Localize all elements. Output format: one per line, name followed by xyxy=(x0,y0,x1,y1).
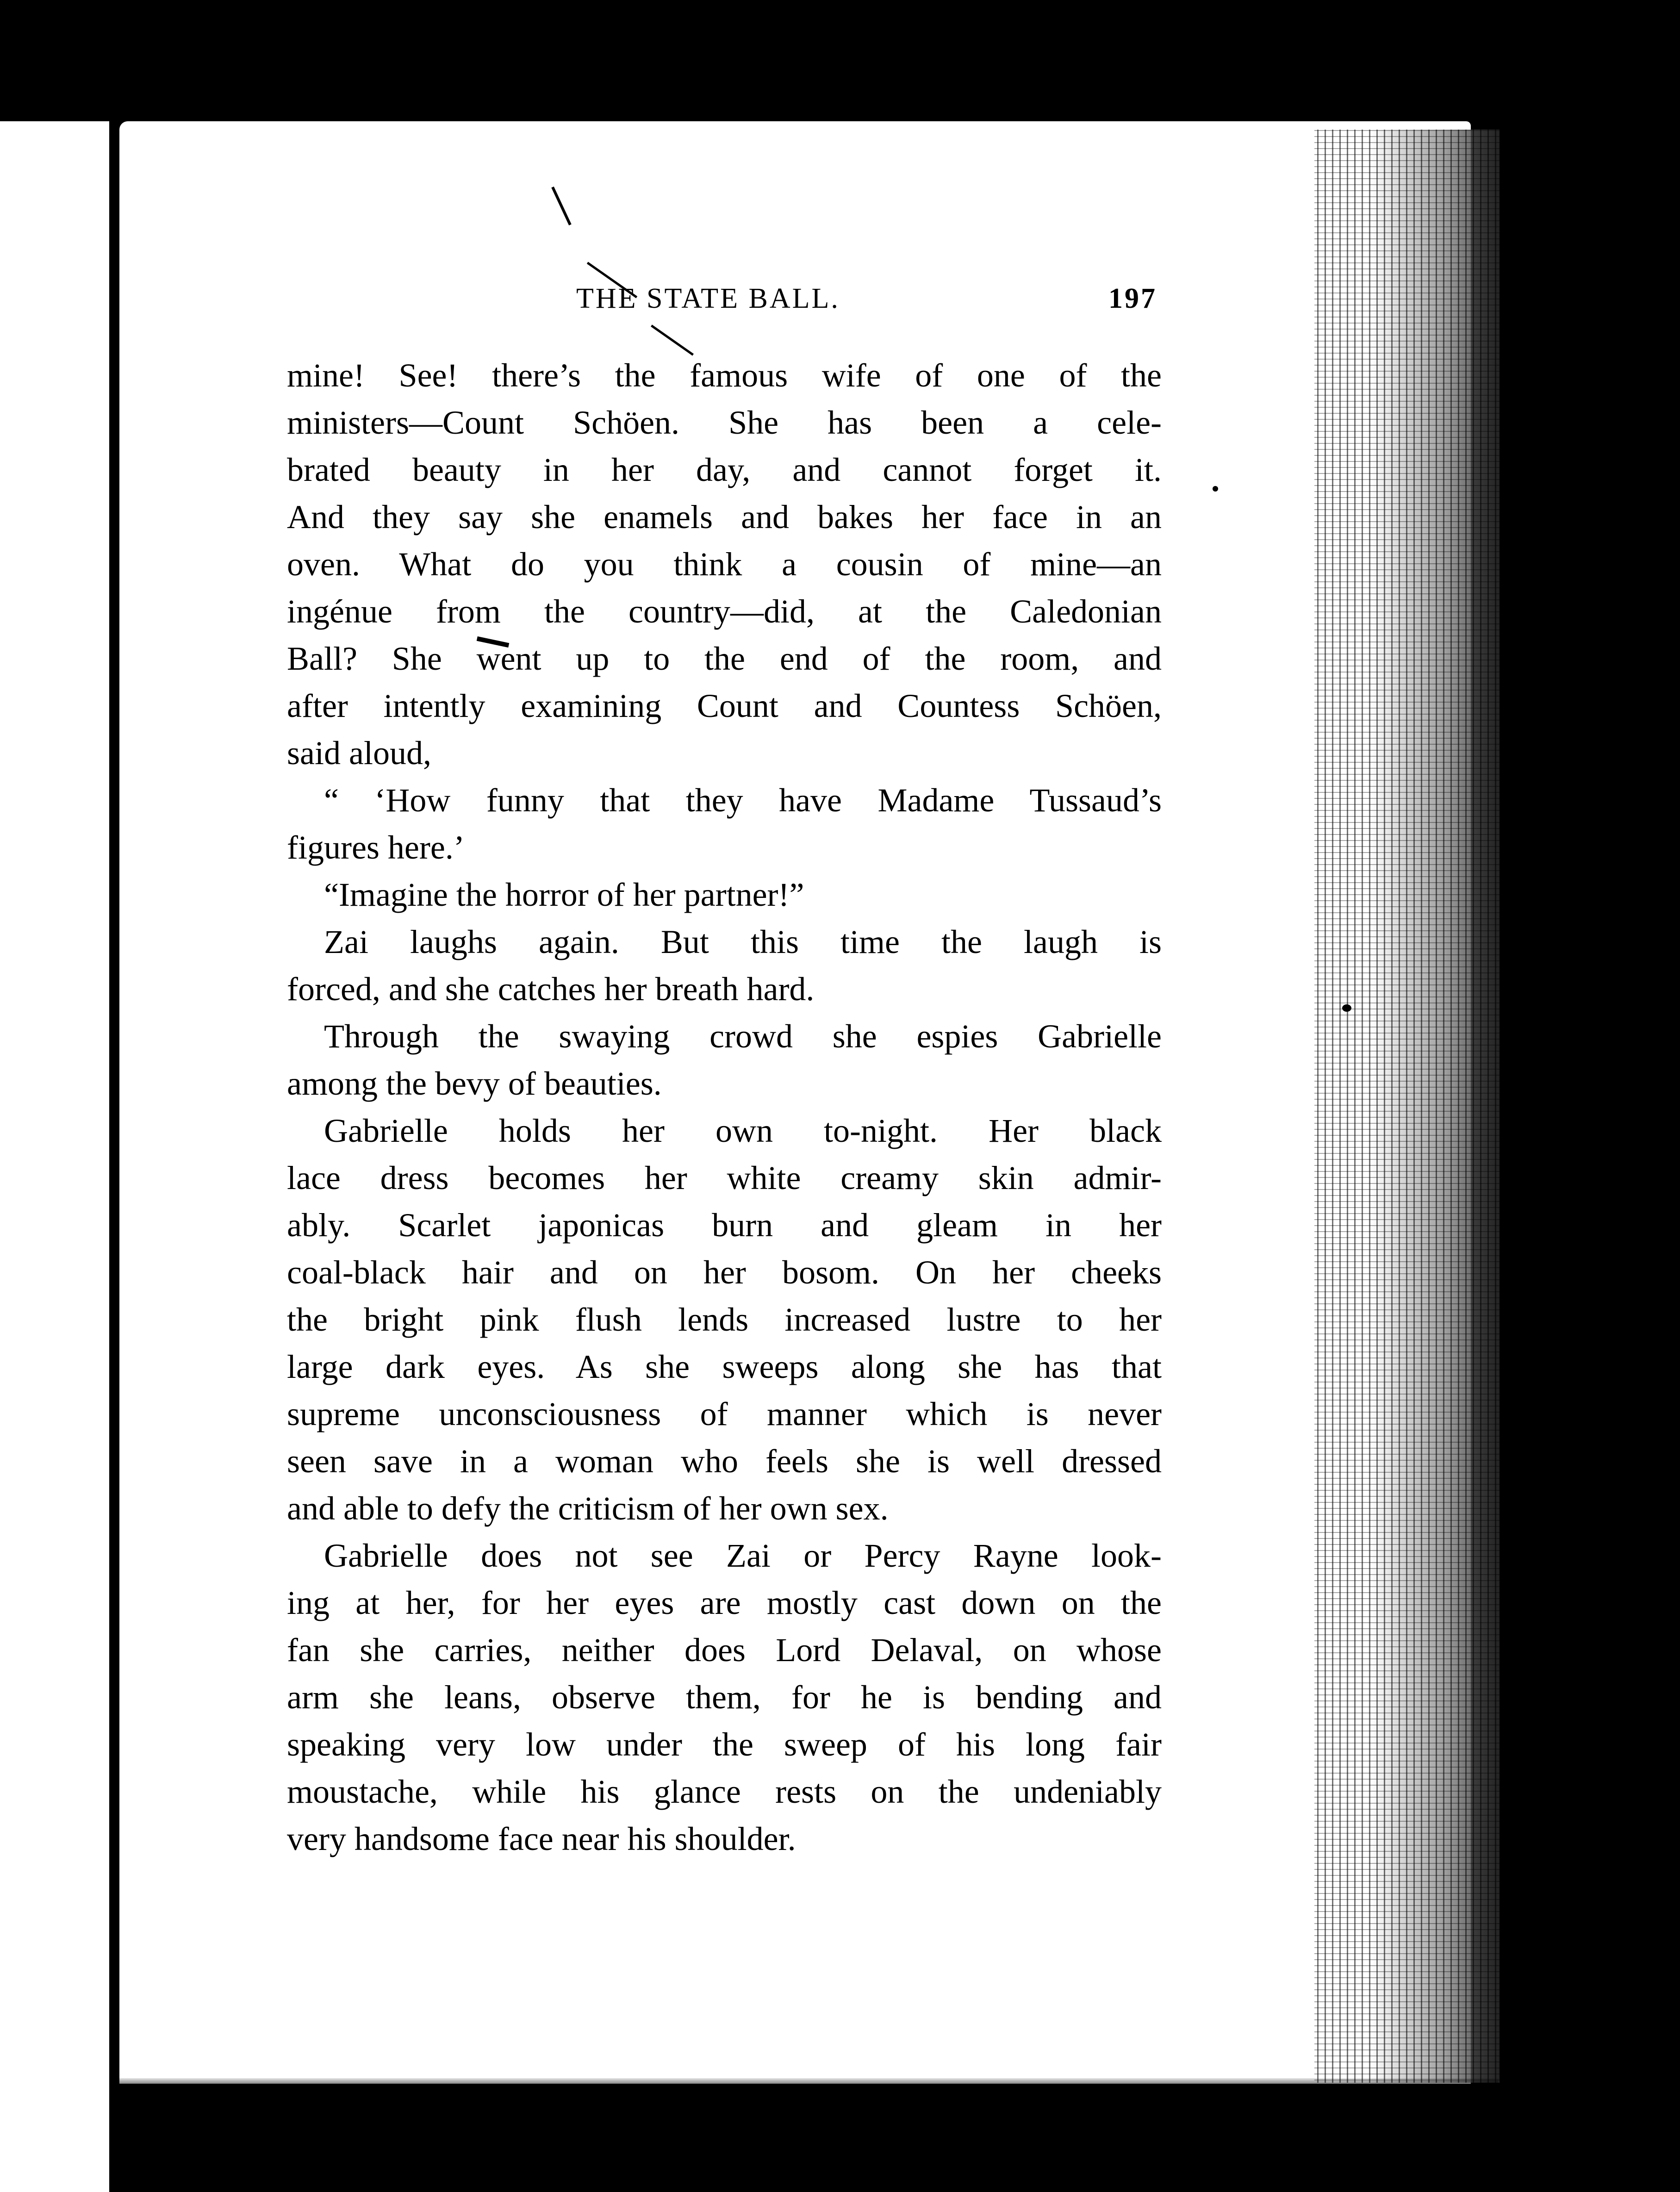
stray-mark xyxy=(1213,486,1218,492)
scan-bottom-edge xyxy=(119,2078,1499,2092)
text-line: arm she leans, observe them, for he is bending and xyxy=(287,1679,1162,1716)
text-line: very handsome face near his shoulder. xyxy=(287,1820,796,1857)
text-line: ably. Scarlet japonicas burn and gleam in her xyxy=(287,1207,1162,1244)
text-line: ingénue from the country—did, at the Caledonian xyxy=(287,593,1162,630)
text-line: and able to defy the criticism of her own sex. xyxy=(287,1490,889,1527)
running-title: THE STATE BALL. xyxy=(576,283,840,314)
text-line: lace dress becomes her white creamy skin admir- xyxy=(287,1159,1162,1196)
text-line: among the bevy of beauties. xyxy=(287,1065,662,1102)
text-line: figures here.’ xyxy=(287,829,465,866)
text-line: coal-black hair and on her bosom. On her cheeks xyxy=(287,1254,1162,1291)
text-line: the bright pink flush lends increased lustre to her xyxy=(287,1301,1162,1338)
scan-left-edge xyxy=(0,121,119,2192)
stray-mark xyxy=(1342,1004,1351,1012)
text-line: fan she carries, neither does Lord Delaval, on whose xyxy=(287,1632,1162,1669)
text-line: moustache, while his glance rests on the undeniably xyxy=(287,1773,1162,1810)
text-line: ministers—Count Schöen. She has been a cele- xyxy=(287,404,1162,441)
page-number: 197 xyxy=(1108,283,1157,314)
body-text xyxy=(287,352,1162,1862)
text-line: Through the swaying crowd she espies Gabrielle xyxy=(324,1018,1162,1055)
text-line: Gabrielle does not see Zai or Percy Rayne look- xyxy=(324,1537,1162,1574)
text-line: Gabrielle holds her own to-night. Her black xyxy=(324,1112,1162,1149)
text-line: after intently examining Count and Countess Schöen, xyxy=(287,687,1162,724)
scan-noise-right-edge xyxy=(1314,130,1500,2083)
text-line: large dark eyes. As she sweeps along she has that xyxy=(287,1348,1162,1385)
text-line: supreme unconsciousness of manner which is never xyxy=(287,1395,1162,1432)
text-line: mine! See! there’s the famous wife of one of the xyxy=(287,357,1162,394)
text-line: speaking very low under the sweep of his long fair xyxy=(287,1726,1162,1763)
text-line: “Imagine the horror of her partner!” xyxy=(324,876,804,913)
text-line: said aloud, xyxy=(287,735,431,772)
text-line: Ball? She went up to the end of the room, and xyxy=(287,640,1162,677)
text-line: forced, and she catches her breath hard. xyxy=(287,971,815,1008)
page-header xyxy=(287,282,1157,324)
text-line: brated beauty in her day, and cannot forget it. xyxy=(287,451,1162,488)
text-line: ing at her, for her eyes are mostly cast down on the xyxy=(287,1584,1162,1621)
text-line: And they say she enamels and bakes her face in an xyxy=(287,498,1162,536)
text-line: oven. What do you think a cousin of mine—an xyxy=(287,546,1162,583)
text-line: seen save in a woman who feels she is well dressed xyxy=(287,1443,1162,1480)
text-line: “ ‘How funny that they have Madame Tussaud’s xyxy=(324,782,1162,819)
text-line: Zai laughs again. But this time the laugh is xyxy=(324,923,1162,960)
